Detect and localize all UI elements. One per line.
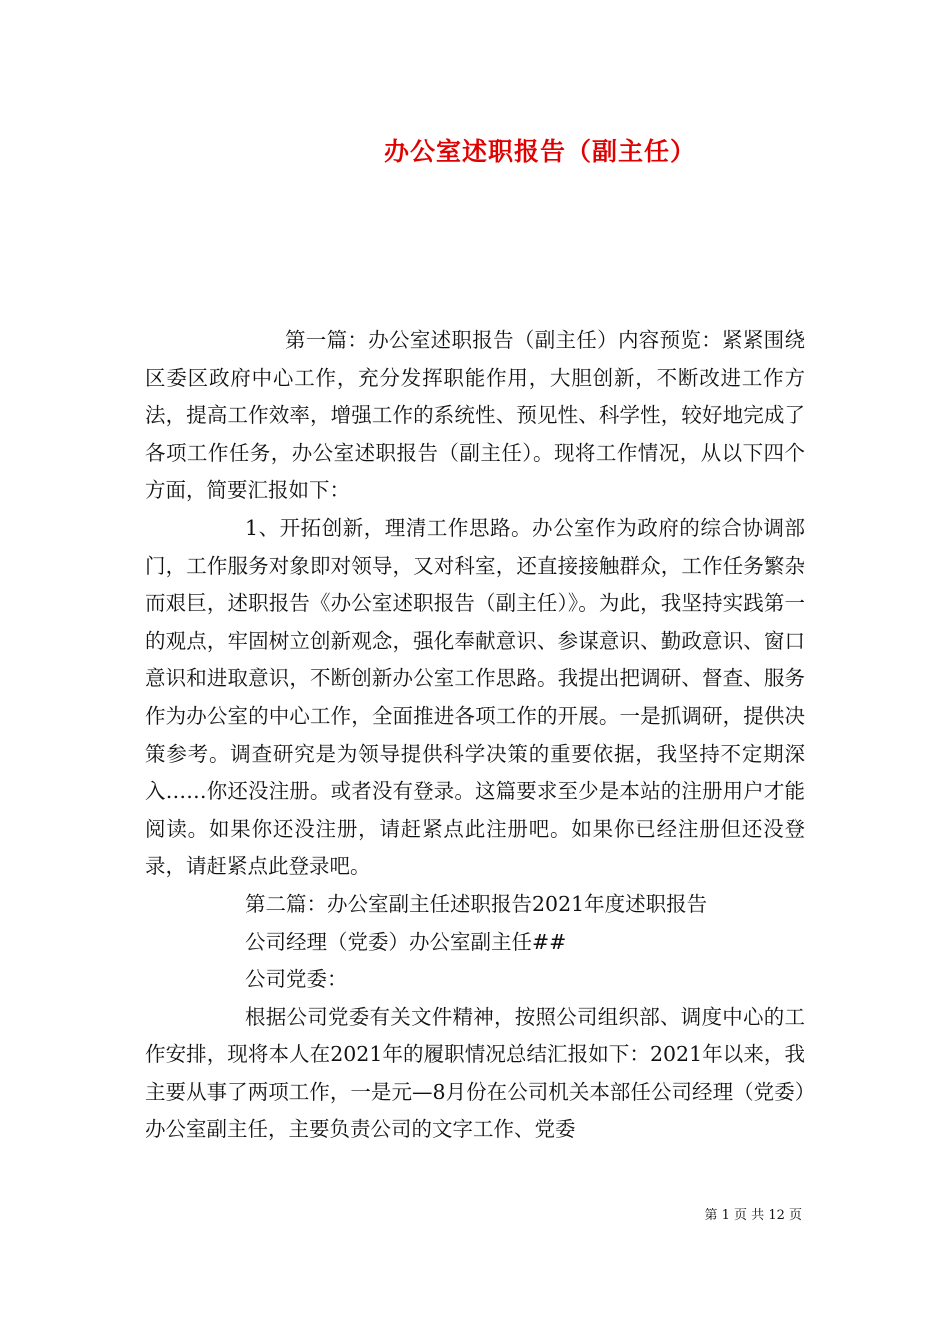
page-footer: 第 1 页 共 12 页: [704, 1208, 802, 1223]
paragraph-6: 根据公司党委有关文件精神，按照公司组织部、调度中心的工作安排，现将本人在2021年的履职情况总结汇报如下：2021年以来，我主要从事了两项工作，一是元—8月份在公司机关本部任公司经理（党委）办公室副主任，主要负责公司的文字工作、党委: [145, 1004, 805, 1142]
paragraph-4: 公司经理（党委）办公室副主任##: [245, 929, 567, 954]
paragraph-3: 第二篇：办公室副主任述职报告2021年度述职报告: [245, 891, 708, 916]
document-title: 办公室述职报告（副主任）: [383, 137, 696, 166]
document-body: [145, 322, 805, 1149]
paragraph-5: 公司党委：: [245, 967, 348, 992]
paragraph-1: 第一篇：办公室述职报告（副主任）内容预览：紧紧围绕区委区政府中心工作，充分发挥职能作用，大胆创新，不断改进工作方法，提高工作效率，增强工作的系统性、预见性、科学性，较好地完成了各项工作任务，办公室述职报告（副主任）。现将工作情况，从以下四个方面，简要汇报如下：: [145, 328, 805, 503]
paragraph-2: 1、开拓创新，理清工作思路。办公室作为政府的综合协调部门，工作服务对象即对领导，又对科室，还直接接触群众，工作任务繁杂而艰巨，述职报告《办公室述职报告（副主任）》。为此，我坚持实践第一的观点，牢固树立创新观念，强化奉献意识、参谋意识、勤政意识、窗口意识和进取意识，不断创新办公室工作思路。我提出把调研、督查、服务作为办公室的中心工作，全面推进各项工作的开展。一是抓调研，提供决策参考。调查研究是为领导提供科学决策的重要依据，我坚持不定期深入……你还没注册。或者没有登录。这篇要求至少是本站的注册用户才能阅读。如果你还没注册，请赶紧点此注册吧。如果你已经注册但还没登录，请赶紧点此登录吧。: [145, 515, 805, 879]
